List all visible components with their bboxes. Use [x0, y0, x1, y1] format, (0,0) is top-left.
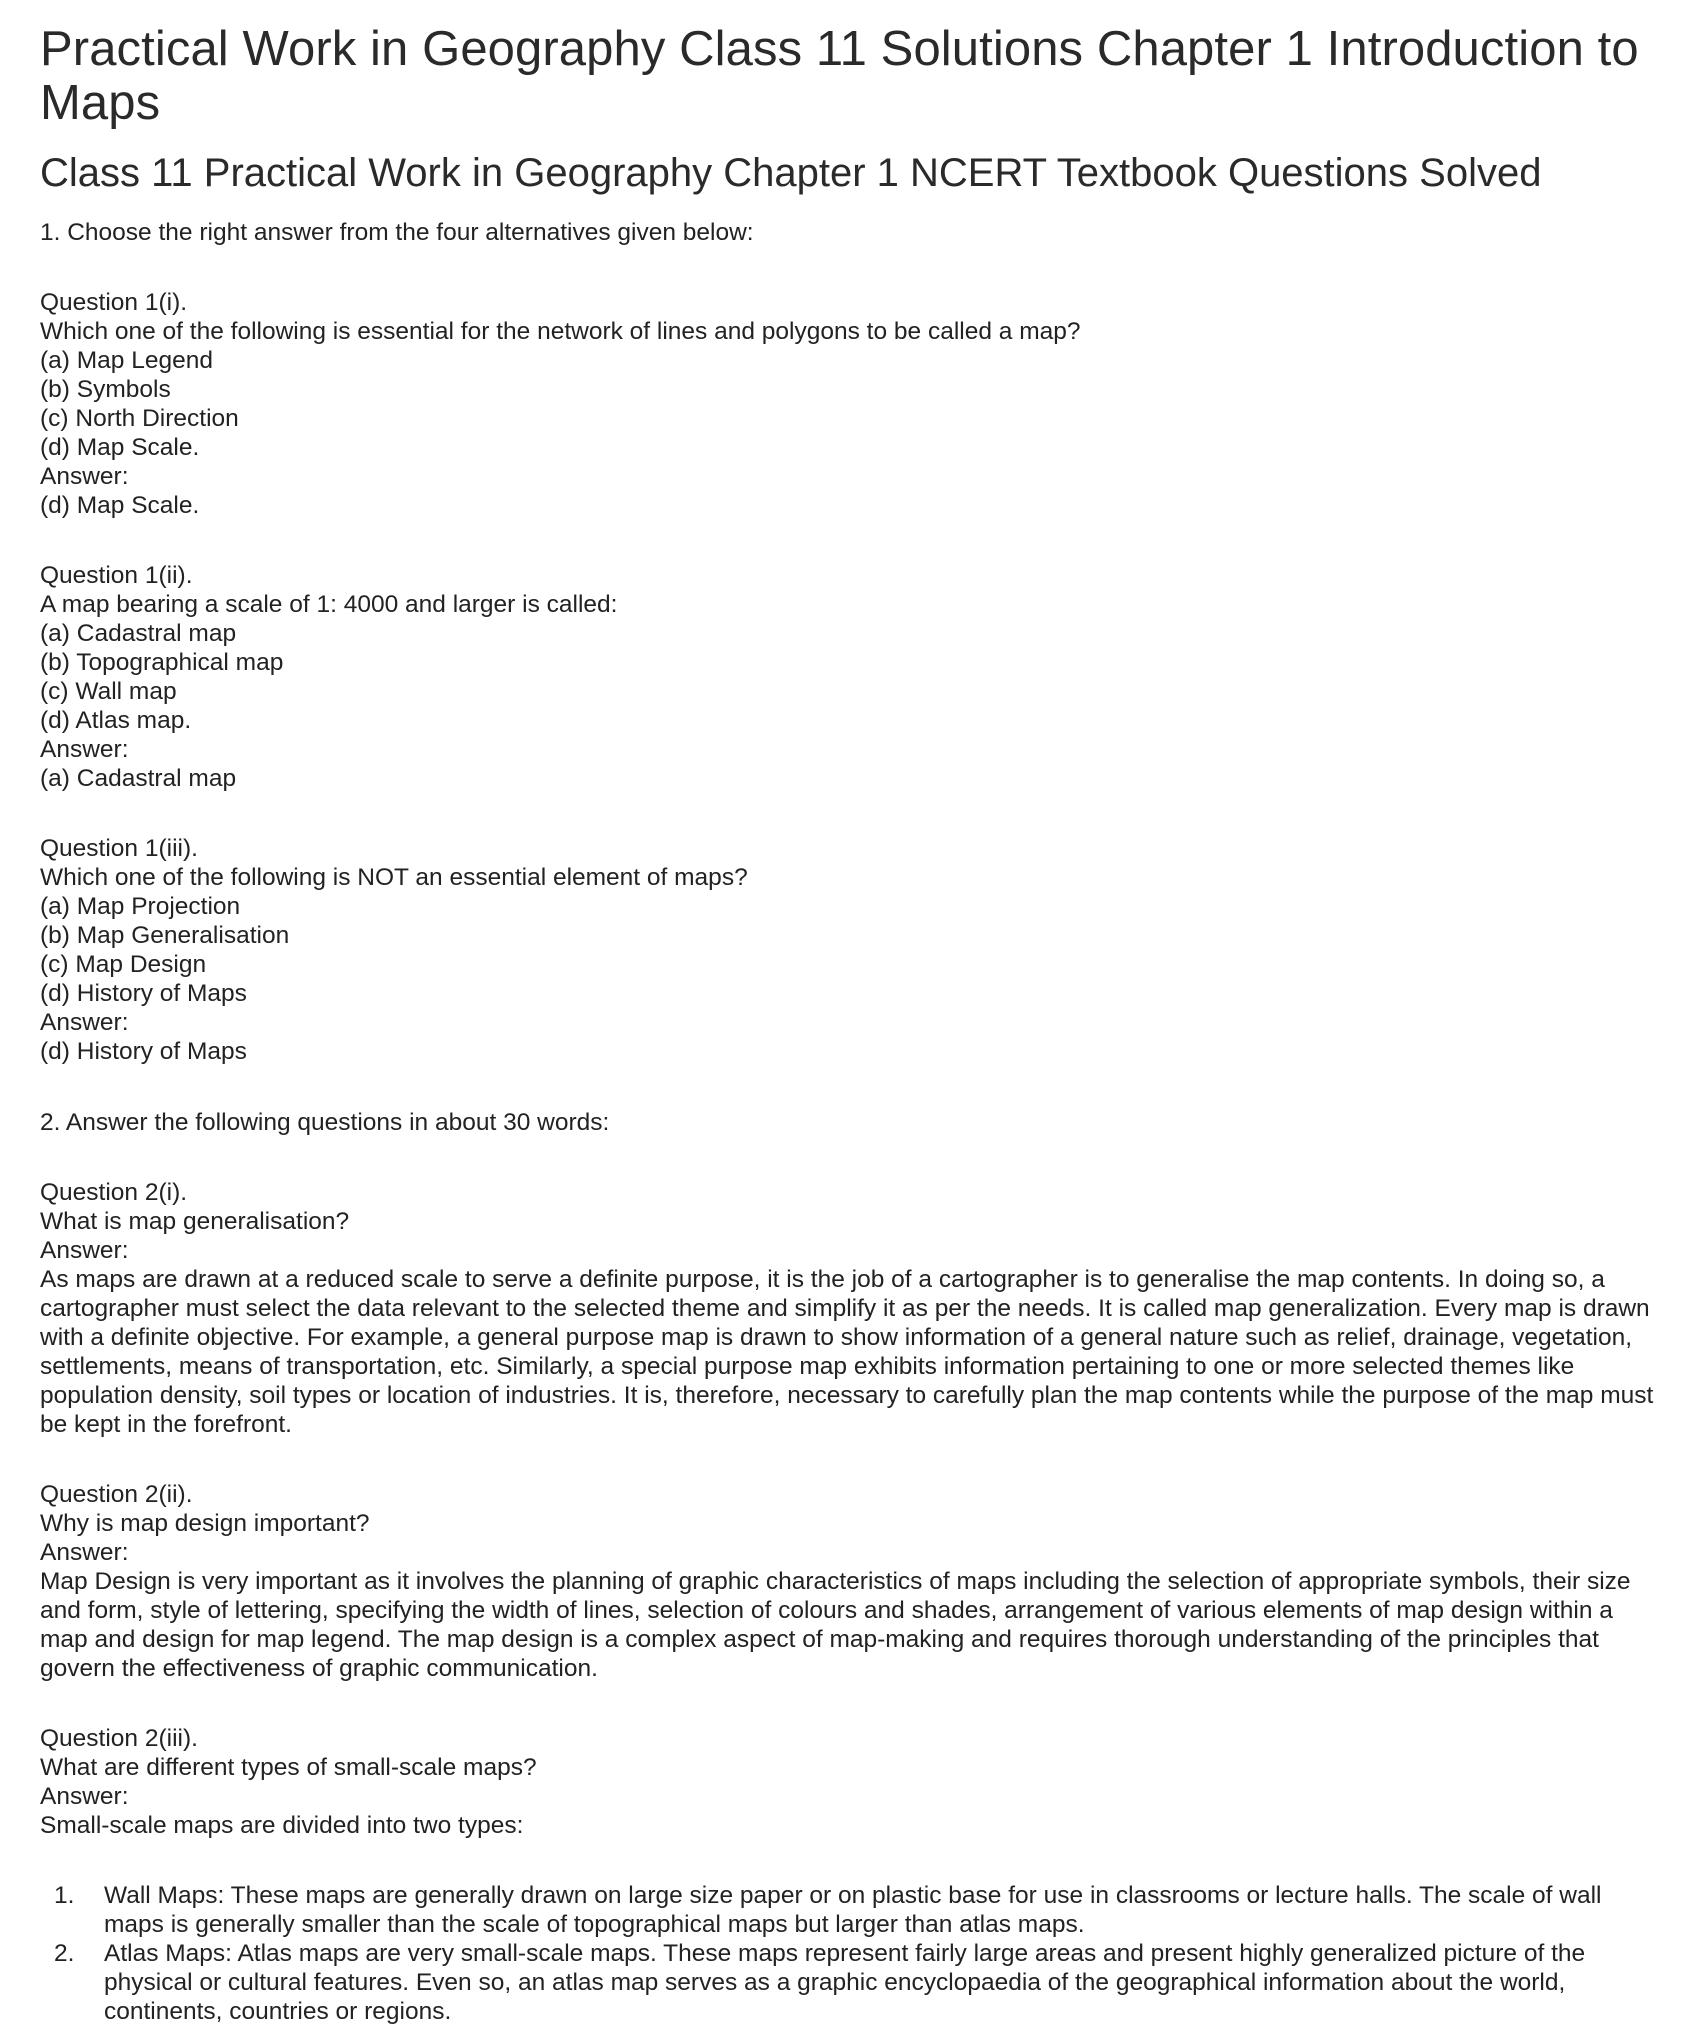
option-a: (a) Map Projection	[40, 893, 241, 920]
list-item-text: Atlas Maps: Atlas maps are very small-scale maps. These maps represent fairly large areas and present highly generalized picture of the physical or cultural features. Even so, an atlas map serves as a graphic encyclopaedia of the geographical information about the world, continents, countries or regions.	[104, 1940, 1586, 2025]
short-answer-block-2	[40, 1480, 1660, 1683]
mcq-block-2	[40, 561, 1660, 793]
answer-text: (d) Map Scale.	[40, 492, 200, 519]
question-label: Question 1(ii).	[40, 562, 193, 589]
small-scale-map-types-list	[40, 1881, 1660, 2026]
answer-label: Answer:	[40, 463, 129, 490]
option-d: (d) History of Maps	[40, 980, 247, 1007]
option-a: (a) Cadastral map	[40, 620, 237, 647]
question-text: What is map generalisation?	[40, 1208, 350, 1235]
section-2-intro: 2. Answer the following questions in about 30 words:	[40, 1109, 610, 1136]
option-a: (a) Map Legend	[40, 347, 213, 374]
option-d: (d) Map Scale.	[40, 434, 200, 461]
question-label: Question 1(i).	[40, 289, 188, 316]
answer-text: (d) History of Maps	[40, 1038, 247, 1065]
page-title: Practical Work in Geography Class 11 Solutions Chapter 1 Introduction to Maps	[40, 22, 1639, 130]
question-label: Question 1(iii).	[40, 835, 198, 862]
question-label: Question 2(iii).	[40, 1725, 198, 1752]
answer-label: Answer:	[40, 736, 129, 763]
option-c: (c) Map Design	[40, 951, 207, 978]
option-b: (b) Map Generalisation	[40, 922, 290, 949]
question-text: Why is map design important?	[40, 1510, 370, 1537]
option-c: (c) North Direction	[40, 405, 239, 432]
list-item-text: Wall Maps: These maps are generally drawn on large size paper or on plastic base for use in classrooms or lecture halls. The scale of wall maps is generally smaller than the scale of topographical maps but larger than atlas maps.	[104, 1882, 1602, 1938]
answer-label: Answer:	[40, 1783, 129, 1810]
page-subtitle: Class 11 Practical Work in Geography Chapter 1 NCERT Textbook Questions Solved	[40, 151, 1542, 195]
answer-label: Answer:	[40, 1237, 129, 1264]
answer-paragraph: Small-scale maps are divided into two types:	[40, 1812, 524, 1839]
question-label: Question 2(ii).	[40, 1481, 193, 1508]
list-item-number: 1.	[54, 1882, 75, 1909]
mcq-block-3	[40, 834, 1660, 1066]
option-b: (b) Topographical map	[40, 649, 284, 676]
list-item-number: 2.	[54, 1940, 75, 1967]
question-label: Question 2(i).	[40, 1179, 188, 1206]
question-text: What are different types of small-scale maps?	[40, 1754, 537, 1781]
section-1-intro: 1. Choose the right answer from the four alternatives given below:	[40, 219, 754, 246]
question-text: A map bearing a scale of 1: 4000 and larger is called:	[40, 591, 618, 618]
list-item	[40, 1881, 1660, 1939]
answer-paragraph: As maps are drawn at a reduced scale to serve a definite purpose, it is the job of a cartographer is to generalise the map contents. In doing so, a cartographer must select the data relevant to the selected theme and simplify it as per the needs. It is called map generalization. Every map is drawn with a definite objective. For example, a general purpose map is drawn to show information of a general nature such as relief, drainage, vegetation, settlements, means of transportation, etc. Similarly, a special purpose map exhibits information pertaining to one or more selected themes like population density, soil types or location of industries. It is, therefore, necessary to carefully plan the map contents while the purpose of the map must be kept in the forefront.	[40, 1266, 1654, 1438]
answer-label: Answer:	[40, 1539, 129, 1566]
list-item	[40, 1939, 1660, 2026]
short-answer-block-3	[40, 1724, 1660, 1840]
answer-paragraph: Map Design is very important as it involves the planning of graphic characteristics of maps including the selection of appropriate symbols, their size and form, style of lettering, specifying the width of lines, selection of colours and shades, arrangement of various elements of map design within a map and design for map legend. The map design is a complex aspect of map-making and requires thorough understanding of the principles that govern the effectiveness of graphic communication.	[40, 1568, 1631, 1682]
mcq-block-1	[40, 288, 1660, 520]
option-c: (c) Wall map	[40, 678, 177, 705]
question-text: Which one of the following is NOT an essential element of maps?	[40, 864, 748, 891]
option-b: (b) Symbols	[40, 376, 171, 403]
answer-label: Answer:	[40, 1009, 129, 1036]
short-answer-block-1	[40, 1178, 1660, 1439]
answer-text: (a) Cadastral map	[40, 765, 237, 792]
question-text: Which one of the following is essential for the network of lines and polygons to be called a map?	[40, 318, 1081, 345]
option-d: (d) Atlas map.	[40, 707, 192, 734]
